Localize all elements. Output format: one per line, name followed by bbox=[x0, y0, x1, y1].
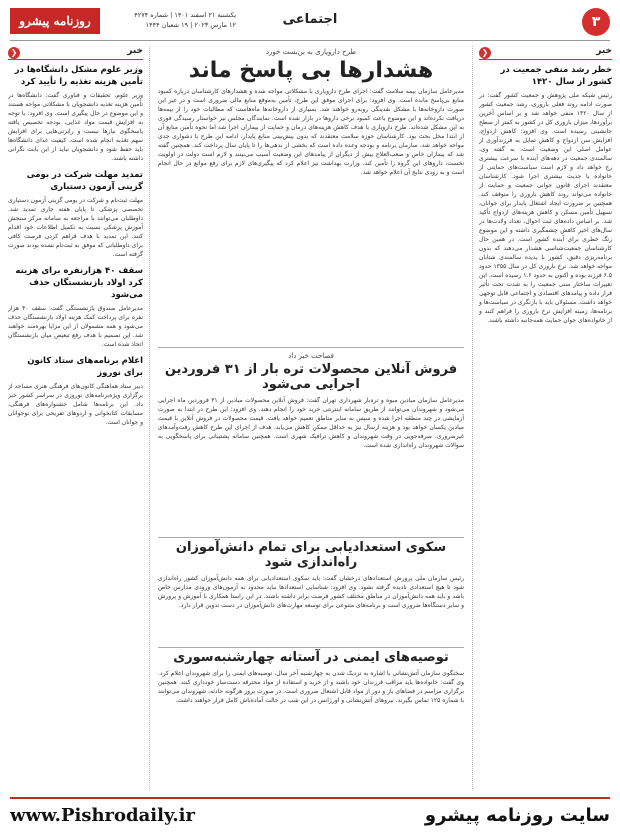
news-body: مدیرعامل صندوق بازنشستگی گفت: سقف ۴۰ هزار نفره برای پرداخت کمک هزینه اولاد بازنشستگان حذف می‌شود و همه مشمولان از این مزایا بهره‌مند خواهند شد. این تصمیم با هدف رفع تبعیض میان بازنشستگان اتخاذ شده است. bbox=[8, 305, 143, 348]
arrow-icon: ❮ bbox=[479, 47, 491, 59]
newspaper-logo: روزنامه پیشرو bbox=[10, 8, 100, 34]
left-news-column bbox=[8, 46, 150, 789]
issue-date-line: یکشنبه ۲۱ اسفند ۱۴۰۱ | شماره ۴۲۷۴ bbox=[134, 11, 236, 19]
news-body: مهلت ثبت‌نام و شرکت در بومی گزینی آزمون دستیاری تخصصی پزشکی تا پایان هفته جاری تمدید شد. داوطلبان می‌توانند با مراجعه به سامانه مرکز سنجش آموزش پزشکی نسبت به تکمیل اطلاعات خود اقدام کنند. این تمدید با هدف فراهم کردن فرصت کافی برای داوطلبانی که موفق به ثبت‌نام نشده بودند صورت گرفته است. bbox=[8, 197, 143, 258]
news-body: وزیر علوم، تحقیقات و فناوری گفت: دانشگاه‌ها در تأمین هزینه تغذیه دانشجویان با مشکلاتی مواجه هستند و این موضوع در حال پیگیری است. وی افزود: با توجه به افزایش قیمت مواد غذایی، بودجه تخصیص یافته پاسخگوی نیازها نیست و رایزنی‌هایی برای افزایش سهم تغذیه انجام شده است. کیفیت غذای دانشگاه‌ها باید حفظ شود و دانشجویان نباید از این بابت نگرانی داشته باشند. bbox=[8, 92, 143, 162]
news-headline: اعلام برنامه‌های ستاد کانون برای نوروز bbox=[27, 356, 143, 378]
news-body: دبیر ستاد هماهنگی کانون‌های فرهنگی هنری مساجد از برگزاری ویژه‌برنامه‌های نوروزی در سراسر کشور خبر داد. این برنامه‌ها شامل جشنواره‌های فرهنگی، مسابقات کتابخوانی و اردوهای تفریحی برای نوجوانان و جوانان است. bbox=[8, 383, 143, 426]
article-kicker: فصاحت خبر داد bbox=[288, 352, 334, 360]
lead-body-columns bbox=[158, 87, 464, 177]
news-label-bar bbox=[479, 46, 612, 60]
news-headline: سقف ۴۰ هزارنفره برای هزینه کرد اولاد بازنشستگان حذف می‌شود bbox=[15, 266, 143, 300]
talent-article bbox=[158, 538, 464, 648]
news-body: رئیس شبکه ملی پژوهش و جمعیت کشور گفت: در صورت ادامه روند فعلی باروری، رشد جمعیت کشور از سال ۱۴۲۰ منفی خواهد شد و بر اساس آخرین برآوردها، میزان باروری کل در کشور به کمتر از سطح جانشینی رسیده است. وی افزود: کاهش ازدواج، افزایش سن ازدواج و کاهش تمایل به فرزندآوری از عوامل اصلی این وضعیت است. به گفته وی، سالمندی جمعیت در دهه‌های آینده با سرعت بیشتری رخ خواهد داد و لازم است سیاست‌های حمایتی از خانواده با جدیت بیشتری اجرا شود. کارشناسان معتقدند اجرای قانون جوانی جمعیت و حمایت از خانواده می‌تواند روند کاهش باروری را متوقف کند. همچنین بر ضرورت ایجاد اشتغال پایدار برای جوانان، تسهیل تأمین مسکن و کاهش هزینه‌های ازدواج تأکید شد. بر اساس داده‌های ثبت احوال، تعداد ولادت‌ها در سال‌های اخیر کاهش چشمگیری داشته و این موضوع زنگ خطری برای آینده کشور است. در همین حال کارشناسان جمعیت‌شناسی هشدار می‌دهند که بدون برنامه‌ریزی دقیق، کشور با پدیده سالمندی شتابان مواجه خواهد شد. نرخ باروری کل در سال ۱۳۵۵ حدود ۶.۵ فرزند بوده و اکنون به حدود ۱.۶ رسیده است. این تغییرات ساختار سنی جمعیت را به شدت تحت تأثیر قرار داده و پیامدهای اقتصادی و اجتماعی قابل توجهی خواهد داشت. مسئولان باید با بازنگری در سیاست‌ها و برنامه‌ها، زمینه افزایش نرخ باروری را فراهم کنند و از خانواده‌های جوان حمایت همه‌جانبه داشته باشند. bbox=[479, 92, 612, 324]
page-header bbox=[10, 8, 610, 38]
lead-article bbox=[158, 46, 464, 348]
arrow-icon: ❮ bbox=[8, 47, 20, 59]
lead-headline: هشدارها بی پاسخ ماند bbox=[188, 58, 434, 83]
website-url[interactable]: www.Pishrodaily.ir bbox=[10, 805, 195, 826]
page-number-badge: ۳ bbox=[582, 8, 610, 36]
news-label: خبر bbox=[596, 46, 612, 56]
news-headline: وزیر علوم مشکل دانشگاه‌ها در تأمین هزینه تغذیه را تأیید کرد bbox=[14, 65, 143, 87]
article-headline: توصیه‌های ایمنی در آستانه چهارشنبه‌سوری bbox=[173, 650, 449, 665]
issue-date-line: ۱۲ مارس ۲۰۲۳ | ۱۹ شعبان ۱۴۴۴ bbox=[145, 21, 236, 29]
lead-kicker: طرح دارویاری به بن‌بست خورد bbox=[265, 48, 357, 56]
article-body: سخنگوی سازمان آتش‌نشانی با اشاره به نزدیک شدن به چهارشنبه آخر سال، توصیه‌های ایمنی را برای شهروندان اعلام کرد. وی گفت: خانواده‌ها باید مراقب فرزندان خود باشند و از خرید و استفاده از مواد محترقه دست‌ساز خودداری کنند. همچنین برگزاری مراسم در فضاهای باز و دور از مواد قابل اشتعال ضروری است. در صورت بروز هرگونه حادثه، شهروندان می‌توانند با شماره ۱۲۵ تماس بگیرند. نیروهای آتش‌نشانی و اورژانس در این شب در حالت آماده‌باش کامل قرار خواهند داشت. bbox=[158, 670, 464, 704]
news-label-bar bbox=[8, 46, 143, 60]
news-headline: خطر رشد منفی جمعیت در کشور از سال ۱۴۲۰ bbox=[500, 65, 612, 87]
article-body: مدیرعامل سازمان میادین میوه و تره‌بار شهرداری تهران گفت: فروش آنلاین محصولات میادین از ۳۱ فروردین ماه اجرایی می‌شود و شهروندان می‌توانند از طریق سامانه اینترنتی خرید خود را انجام دهند. وی افزود: این طرح در ابتدا به صورت آزمایشی در چند منطقه اجرا شده و سپس به سایر مناطق تعمیم خواهد یافت. قیمت محصولات در فروش آنلاین با قیمت میادین یکسان خواهد بود و هزینه ارسال نیز به حداقل ممکن کاهش می‌یابد. هدف از اجرای این طرح کاهش رفت‌وآمدهای غیرضروری، صرفه‌جویی در وقت شهروندان و کاهش ترافیک شهری است. همچنین سامانه پشتیبانی برای پاسخگویی به سوالات شهروندان راه‌اندازی شده است. bbox=[158, 397, 464, 449]
issue-date bbox=[106, 10, 236, 30]
article-headline: سکوی استعدادیابی برای تمام دانش‌آموزان راه‌اندازی شود bbox=[175, 540, 447, 570]
website-label: سایت روزنامه پیشرو bbox=[424, 805, 610, 826]
right-news-column bbox=[472, 46, 612, 789]
safety-article bbox=[158, 648, 464, 778]
article-headline: فروش آنلاین محصولات تره بار از ۳۱ فروردین اجرایی می‌شود bbox=[164, 362, 458, 392]
page-footer bbox=[10, 797, 610, 831]
news-headline: تمدید مهلت شرکت در بومی گزینی آزمون دستیاری bbox=[26, 170, 143, 192]
online-sales-article bbox=[158, 348, 464, 538]
section-title: اجتماعی bbox=[282, 12, 338, 27]
lead-body: مدیرعامل سازمان بیمه سلامت گفت: اجرای طرح دارویاری با مشکلاتی مواجه شده و هشدارهای کارشناسان درباره کمبود منابع بی‌پاسخ مانده است. وی افزود: برای اجرای موفق این طرح، تأمین به‌موقع منابع مالی ضروری است و در غیر این صورت داروخانه‌ها با مشکل نقدینگی روبه‌رو خواهند شد. بسیاری از داروخانه‌ها ماه‌هاست که مطالبات خود را از بیمه‌ها دریافت نکرده‌اند و این موضوع باعث کمبود برخی داروها در بازار شده است. نمایندگان مجلس نیز خواستار رسیدگی فوری به این مشکل شده‌اند. طرح دارویاری با هدف کاهش هزینه‌های درمان و حمایت از بیماران اجرا شد اما نحوه تأمین منابع آن از ابتدا محل بحث بود. کارشناسان حوزه سلامت معتقدند که بدون پیش‌بینی منابع پایدار، ادامه این طرح با دشواری جدی مواجه خواهد شد. سازمان برنامه و بودجه وعده داده است که بخشی از بدهی‌ها را تا پایان سال پرداخت کند. همچنین گفته شد که بیماران خاص و صعب‌العلاج بیش از دیگران از پیامدهای این وضعیت آسیب می‌بینند و لازم است دولت در اولویت نخست، داروهای این گروه را تأمین کند. وزارت بهداشت نیز اعلام کرد که پیگیری‌های لازم برای رفع موانع در حال انجام است و به زودی نتایج آن اعلام خواهد شد. bbox=[158, 88, 464, 176]
header-divider bbox=[10, 40, 610, 41]
article-body: رئیس سازمان ملی پرورش استعدادهای درخشان گفت: باید سکوی استعدادیابی برای همه دانش‌آموزان کشور راه‌اندازی شود تا هیچ استعدادی نادیده گرفته نشود. وی افزود: شناسایی استعدادها نباید محدود به آزمون‌های ورودی مدارس خاص باشد و باید همه دانش‌آموزان در مناطق مختلف کشور فرصت برابر داشته باشند. در این راستا همکاری با آموزش و پرورش و سایر دستگاه‌ها ضروری است و برنامه‌های متنوعی برای توسعه مهارت‌های دانش‌آموزان در دست تدوین قرار دارد. bbox=[158, 575, 464, 609]
main-column bbox=[158, 46, 464, 789]
news-label: خبر bbox=[127, 46, 143, 56]
